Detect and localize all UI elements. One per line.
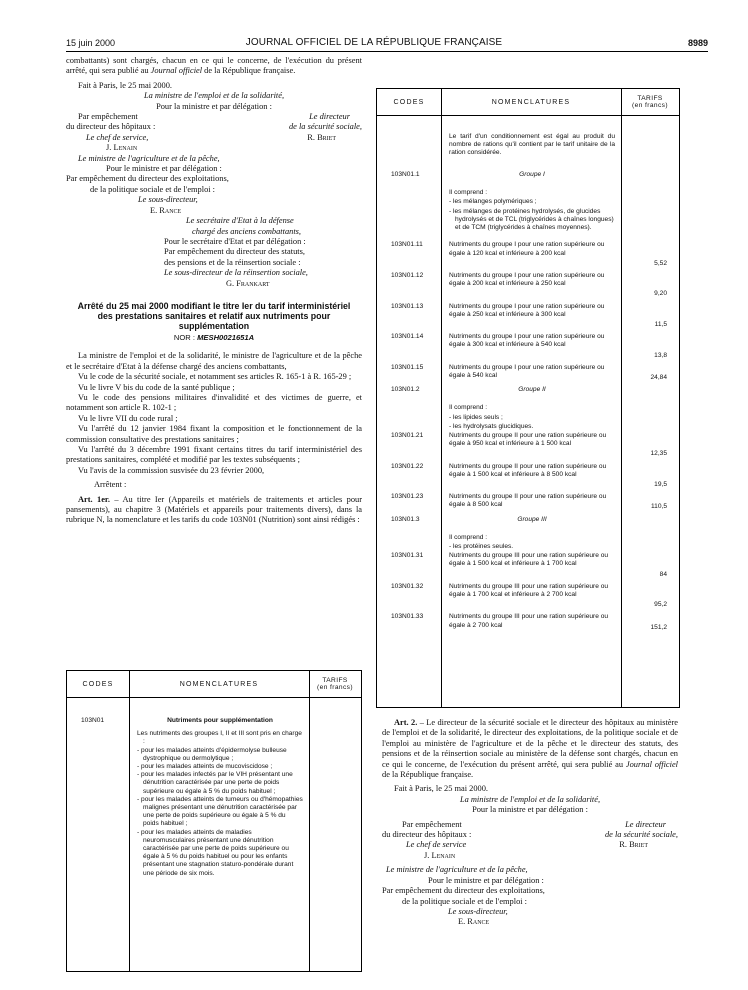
list-item: - pour les malades infectés par le VIH présentant une dénutrition caractérisée par une perte de poids supérieure ou égale à 5 % du poids habituel ;: [137, 771, 293, 795]
row-code: 103N01.22: [391, 462, 424, 470]
nomenclature-cell: Nutriments du groupe III pour une ration supérieure ou égale à 2 700 kcal: [449, 613, 609, 629]
signature-row: du directeur des hôpitaux : de la sécurité sociale,: [66, 122, 362, 132]
nomenclature-cell: Nutriments du groupe I pour une ration supérieure ou égale à 300 kcal et inférieure à 540 kcal: [449, 333, 605, 349]
delegation-line: de la politique sociale et de l'emploi :: [402, 896, 528, 906]
list-item: - les mélanges de protéines hydrolysés, de glucides hydrolysés et de TCL (triglycérides à chaînes longues) et de TCM (triglycérides à chaînes moyennes).: [449, 207, 614, 231]
tariff-table-2: [376, 88, 680, 708]
list-item: Il comprend :: [449, 404, 488, 412]
nomenclature-cell: Nutriments du groupe III pour une ration supérieure ou égale à 1 700 kcal et inférieure à 2 700 kcal: [449, 582, 609, 598]
signature-row: Par empêchement Le directeur: [402, 819, 666, 829]
list-item: - pour les malades atteints d'épidermolyse bulleuse dystrophique ou dermolytique ;: [137, 746, 287, 762]
signature-row: Le chef de service, R. Briet: [86, 132, 336, 142]
row-code: 103N01.13: [391, 302, 424, 310]
column-divider: [309, 671, 310, 971]
column-header-codes: CODES: [67, 671, 129, 698]
nomenclature-cell: Nutriments du groupe I pour une ration supérieure ou égale à 250 kcal et inférieure à 300 kcal: [449, 302, 605, 318]
signatory-title: Le sous-directeur de la réinsertion sociale,: [164, 268, 308, 278]
right-column: [382, 718, 678, 928]
delegation-line: de la politique sociale et de l'emploi :: [90, 184, 216, 194]
body-paragraph: La ministre de l'emploi et de la solidarité, le ministre de l'agriculture et de la pêche et le secrétaire d'Etat à la défense chargé des anciens combattants,: [66, 351, 362, 371]
column-header-nomenclatures: NOMENCLATURES: [129, 671, 309, 698]
delegation-line: Par empêchement du directeur des statuts,: [164, 247, 305, 257]
body-paragraph: Vu l'arrêté du 12 janvier 1984 fixant la composition et le fonctionnement de la commission consultative des prestations sanitaires ;: [66, 424, 362, 444]
row-code: 103N01.15: [391, 363, 424, 371]
column-divider: [129, 671, 130, 971]
nomenclature-cell: Nutriments du groupe I pour une ration supérieure ou égale à 540 kcal: [449, 363, 605, 379]
nomenclature-cell: Nutriments du groupe I pour une ration supérieure ou égale à 120 kcal et inférieure à 200 kcal: [449, 241, 605, 257]
body-paragraph: Vu le livre VII du code rural ;: [78, 413, 178, 423]
column-divider: [441, 89, 442, 707]
delegation-line: Pour le secrétaire d'Etat et par délégation :: [164, 236, 306, 246]
delegation-line: Par empêchement du directeur des exploitations,: [66, 174, 229, 184]
signatory-title: chargé des anciens combattants,: [192, 226, 302, 236]
arrete-title: Arrêté du 25 mai 2000 modifiant le titre Ier du tarif interministériel des prestations sanitaires et relatif aux nutriments pour supplémentation: [77, 300, 351, 331]
table-title: Nutriments pour supplémentation: [167, 717, 273, 724]
signatory-title: Le ministre de l'agriculture et de la pêche,: [386, 865, 528, 875]
nomenclature-cell: [137, 717, 303, 878]
column-divider: [621, 89, 622, 707]
row-code: 103N01.33: [391, 613, 424, 621]
signature-row: Le chef de service R. Briet: [406, 840, 648, 850]
page-header: [0, 0, 748, 60]
signatory-title: La ministre de l'emploi et de la solidarité,: [143, 91, 285, 101]
signature-name: E. Rance: [150, 205, 182, 215]
arretent-line: Arrêtent :: [94, 480, 127, 490]
group-heading: Groupe I: [519, 171, 545, 178]
list-item: - pour les malades atteints de tumeurs ou d'hémopathies malignes présentant une dénutrition caractérisée par une perte de poids supérieure ou égale à 5 % du poids habituel ;: [137, 795, 303, 828]
row-code: 103N01.32: [391, 582, 424, 590]
issue-date: 15 juin 2000: [66, 38, 116, 48]
tarif-value: 24,84: [650, 374, 667, 381]
row-code: 103N01.23: [391, 493, 424, 501]
tarif-value: 11,5: [654, 321, 667, 328]
fait-line: Fait à Paris, le 25 mai 2000.: [78, 80, 172, 90]
row-code: 103N01.31: [391, 552, 424, 560]
signature-name: E. Rance: [458, 917, 490, 927]
nor-reference: NOR : MESH0021651A: [173, 332, 255, 342]
delegation-line: Pour le ministre et par délégation :: [106, 164, 222, 174]
row-code: 103N01.14: [391, 333, 424, 341]
signature-name: G. Frankart: [226, 278, 270, 288]
list-item: - les protéines seules.: [449, 543, 514, 550]
article-2: Art. 2. – Le directeur de la sécurité sociale et le directeur des hôpitaux au ministère de l'emploi et de la solidarité, le directeur des exploitations, de la politique sociale et de l'emploi au ministère de l'agriculture et de la pêche et le directeur des statuts, des pensions et de la réinsertion sociale au ministère de la défense sont chargés, chacun en ce qui le concerne, de l'exécution du présent arrêté, qui sera publié au Journal officiel de la République française.: [382, 718, 679, 780]
body-paragraph: Vu le code de la sécurité sociale, et notamment ses articles R. 165-1 à R. 165-29 ;: [78, 372, 352, 382]
row-code: 103N01.21: [391, 432, 424, 439]
column-header-codes: CODES: [377, 89, 441, 116]
tarif-value: 95,2: [654, 601, 667, 609]
list-item: - les lipides seuls ;: [449, 413, 503, 421]
body-paragraph: Vu le livre V bis du code de la santé publique ;: [78, 382, 235, 392]
list-item: - pour les malades atteints de maladies neuromusculaires présentant une dénutrition caractérisée par une perte de poids supérieure ou égale à 5 % du poids habituel ou pour les enfants présentant une stagnation staturo-pondérale durant une période de six mois.: [137, 828, 294, 877]
article-1: Art. 1er. – Au titre Ier (Appareils et matériels de traitements et articles pour pansements), au chapitre 3 (Matériels et appareils pour traitements divers), dans la rubrique N, la nomenclature et les tarifs du code 103N01 (Nutrition) sont ainsi rédigés :: [66, 494, 362, 525]
nomenclature-cell: Nutriments du groupe II pour une ration supérieure ou égale à 8 500 kcal: [449, 493, 607, 509]
signatory-title: Le sous-directeur,: [448, 906, 508, 916]
row-code: 103N01.3: [391, 515, 420, 523]
column-header-tarifs: TARIFS (en francs): [309, 671, 361, 698]
tarif-value: 9,20: [654, 290, 667, 298]
column-header-tarifs: TARIFS (en francs): [621, 89, 679, 116]
signatory-title: La ministre de l'emploi et de la solidarité,: [459, 794, 601, 804]
nomenclature-cell: Nutriments du groupe I pour une ration supérieure ou égale à 200 kcal et inférieure à 250 kcal: [449, 272, 605, 288]
group-heading: Groupe II: [518, 386, 546, 394]
delegation-line: des pensions et de la réinsertion sociale :: [164, 257, 301, 267]
arrete-body: [66, 351, 362, 476]
row-code: 103N01.11: [391, 241, 423, 249]
signature-row: Par empêchement Le directeur: [78, 112, 350, 122]
list-item: Il comprend :: [449, 189, 488, 197]
list-item: - les hydrolysats glucidiques.: [449, 422, 534, 430]
table-intro: Le tarif d'un conditionnement est égal au produit du nombre de rations qu'il contient par le tarif unitaire de la ration considérée.: [449, 133, 615, 157]
journal-title: JOURNAL OFFICIEL DE LA RÉPUBLIQUE FRANÇAISE: [245, 37, 503, 48]
signatory-title: Le sous-directeur,: [138, 195, 198, 205]
left-column: [66, 56, 362, 526]
body-paragraph: Vu l'avis de la commission susvisée du 23 février 2000,: [78, 465, 265, 475]
body-paragraph: Vu le code des pensions militaires d'invalidité et des victimes de guerre, et notamment son article R. 102-1 ;: [66, 392, 362, 413]
signature-row: du directeur des hôpitaux : de la sécurité sociale,: [382, 830, 678, 840]
column-header-nomenclatures: NOMENCLATURES: [441, 89, 621, 116]
nomenclature-cell: Nutriments du groupe III pour une ration supérieure ou égale à 1 500 kcal et inférieure à 1 700 kcal: [449, 552, 609, 568]
delegation-line: Pour la ministre et par délégation :: [472, 805, 588, 815]
delegation-line: Pour la ministre et par délégation :: [156, 101, 272, 111]
tarif-value: 12,35: [650, 450, 667, 458]
continuation-paragraph: combattants) sont chargés, chacun en ce qui le concerne, de l'exécution du présent arrêté, qui sera publié au Journal officiel de la République française.: [66, 56, 362, 76]
nomenclature-cell: Nutriments du groupe II pour une ration supérieure ou égale à 1 500 kcal et inférieure à 8 500 kcal: [449, 462, 607, 478]
signatory-title: Le secrétaire d'Etat à la défense: [186, 216, 294, 226]
tariff-table-1: [66, 670, 362, 972]
tarif-value: 110,5: [650, 503, 667, 511]
tarif-value: 5,52: [654, 259, 667, 267]
signature-name: J. Lenain: [106, 143, 138, 153]
list-item: - les mélanges polymériques ;: [449, 198, 537, 206]
delegation-line: Pour le ministre et par délégation :: [428, 875, 544, 885]
list-item: Les nutriments des groupes I, II et III sont pris en charge :: [137, 730, 302, 746]
row-code: 103N01.1: [391, 171, 420, 178]
header-rule: [66, 51, 708, 52]
row-code: 103N01: [81, 717, 105, 724]
body-paragraph: Vu l'arrêté du 3 décembre 1991 fixant certains titres du tarif interministériel des prestations sanitaires, complété et modifié par les textes subséquents ;: [66, 445, 362, 465]
tarif-value: 84: [659, 570, 667, 578]
signatory-title: Le ministre de l'agriculture et de la pêche,: [78, 153, 220, 163]
delegation-line: Par empêchement du directeur des exploitations,: [382, 886, 545, 896]
list-item: - pour les malades atteints de mucoviscidose ;: [137, 763, 273, 771]
row-code: 103N01.12: [391, 272, 424, 279]
signature-name: J. Lenain: [424, 850, 456, 860]
tarif-value: 13,8: [654, 351, 667, 359]
tarif-value: 19,5: [654, 481, 667, 488]
fait-line: Fait à Paris, le 25 mai 2000.: [394, 784, 488, 794]
page-number: 8989: [687, 38, 708, 48]
list-item: Il comprend :: [449, 533, 488, 541]
tarif-value: 151,2: [650, 623, 667, 631]
group-heading: Groupe III: [517, 515, 547, 523]
nomenclature-cell: Nutriments du groupe II pour une ration supérieure ou égale à 950 kcal et inférieure à 1 500 kcal: [449, 432, 607, 448]
row-code: 103N01.2: [391, 386, 420, 394]
